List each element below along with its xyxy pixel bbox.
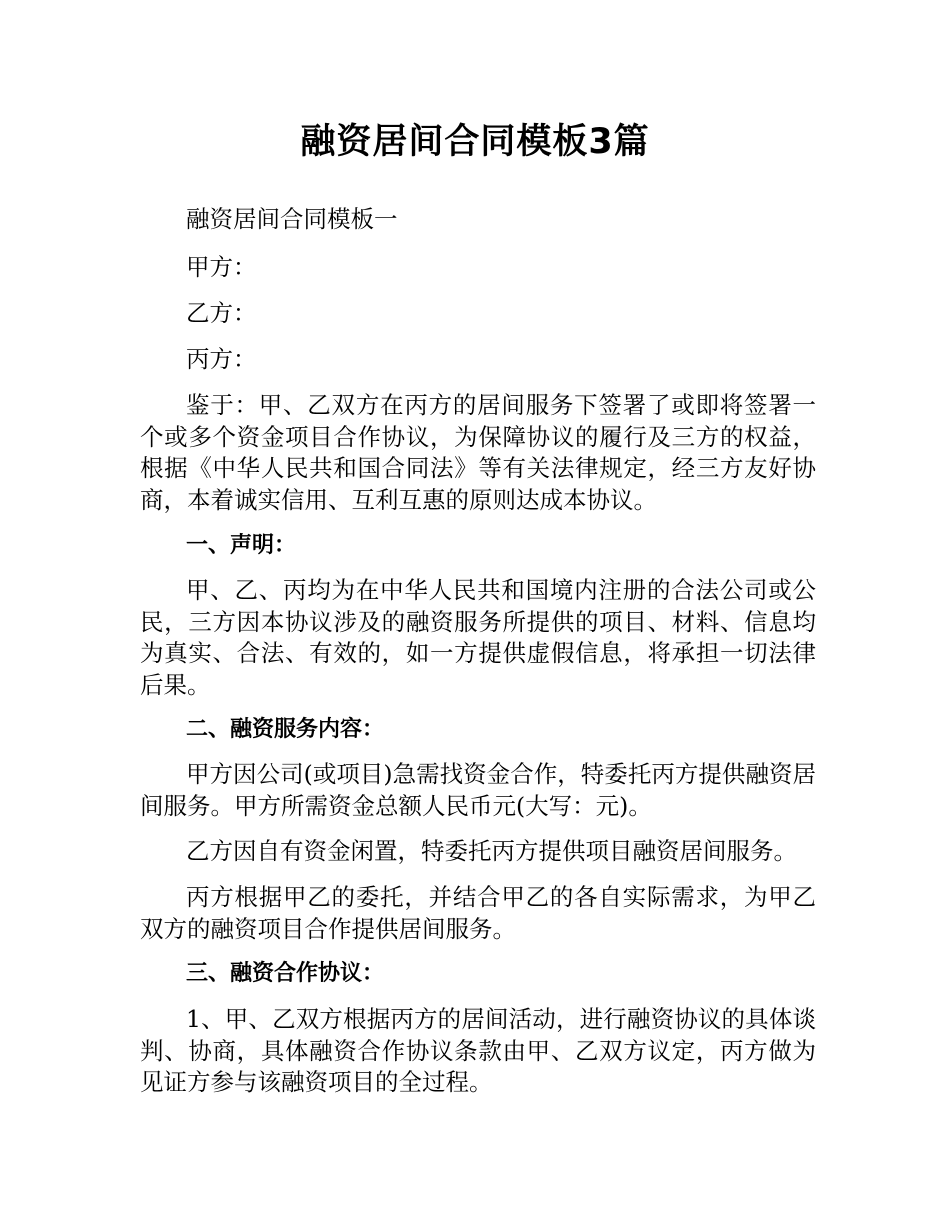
- party-c-line: 丙方：: [186, 345, 257, 373]
- clause-heading-service-content: 二、融资服务内容：: [186, 717, 385, 742]
- clause-heading-cooperation-agreement: 三、融资合作协议：: [186, 961, 385, 986]
- party-a-line: 甲方：: [186, 253, 257, 281]
- recital-paragraph: 鉴于：甲、乙双方在丙方的居间服务下签署了或即将签署一个或多个资金项目合作协议，为保障协议的履行及三方的权益，根据《中华人民共和国合同法》等有关法律规定，经三方友好协商，本着诚实信用、互利互惠的原则达成本协议。: [140, 391, 816, 514]
- section-heading-template-one: 融资居间合同模板一: [186, 205, 398, 233]
- cooperation-paragraph-1: 1、甲、乙双方根据丙方的居间活动，进行融资协议的具体谈判、协商，具体融资合作协议条款由甲、乙双方议定，丙方做为见证方参与该融资项目的全过程。: [140, 1005, 816, 1096]
- service-paragraph-party-c: 丙方根据甲乙的委托，并结合甲乙的各自实际需求，为甲乙双方的融资项目合作提供居间服务。: [140, 883, 816, 943]
- document-title: 融资居间合同模板3篇: [300, 122, 650, 162]
- declaration-paragraph: 甲、乙、丙均为在中华人民共和国境内注册的合法公司或公民，三方因本协议涉及的融资服务所提供的项目、材料、信息均为真实、合法、有效的，如一方提供虚假信息，将承担一切法律后果。: [140, 576, 816, 699]
- clause-heading-declaration: 一、声明：: [186, 533, 297, 558]
- service-paragraph-party-a: 甲方因公司(或项目)急需找资金合作，特委托丙方提供融资居间服务。甲方所需资金总额人民币元(大写：元)。: [140, 760, 816, 820]
- service-paragraph-party-b: 乙方因自有资金闲置，特委托丙方提供项目融资居间服务。: [186, 837, 797, 865]
- party-b-line: 乙方：: [186, 299, 257, 327]
